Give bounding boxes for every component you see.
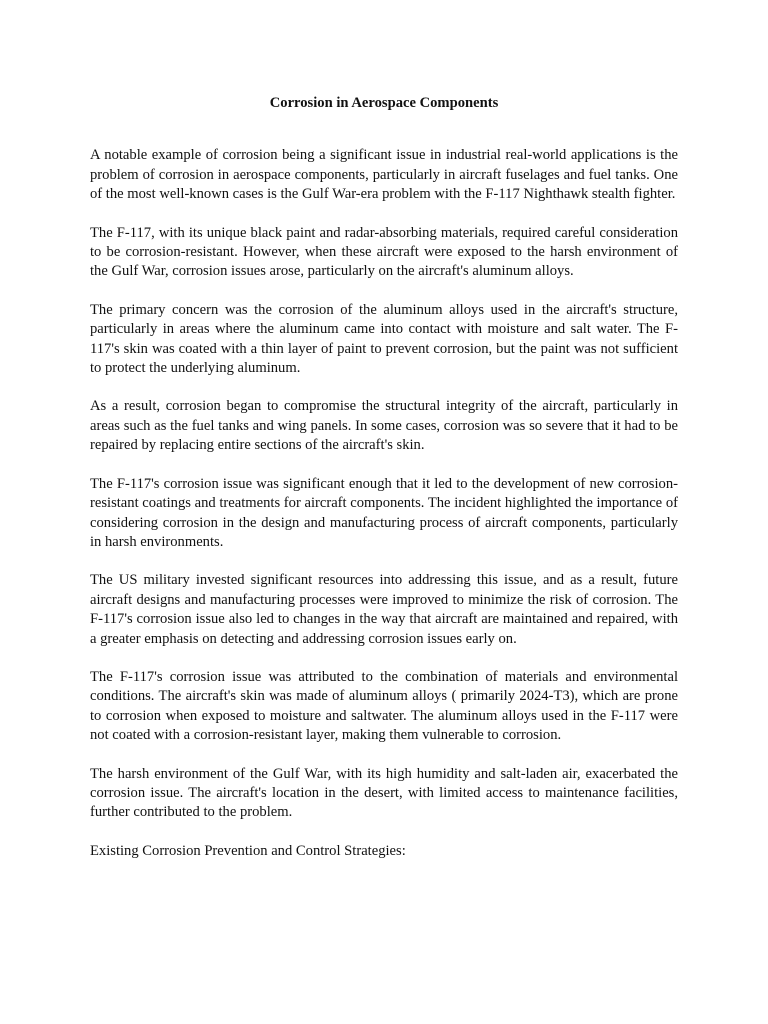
paragraph-8: The harsh environment of the Gulf War, with its high humidity and salt-laden air, exacerbated the corrosion issue. The aircraft's location in the desert, with limited access to maintenance facilities, further contributed to the problem. xyxy=(90,765,678,821)
document-page xyxy=(90,94,678,861)
paragraph-6: The US military invested significant resources into addressing this issue, and as a result, future aircraft designs and manufacturing processes were improved to minimize the risk of corrosion. The F-117's corrosion issue also led to changes in the way that aircraft are maintained and repaired, with a greater emphasis on detecting and addressing corrosion issues early on. xyxy=(90,572,678,647)
paragraph-2: The F-117, with its unique black paint and radar-absorbing materials, required careful consideration to be corrosion-resistant. However, when these aircraft were exposed to the harsh environment of the Gulf War, corrosion issues arose, particularly on the aircraft's aluminum alloys. xyxy=(90,224,678,280)
section-heading: Existing Corrosion Prevention and Control Strategies: xyxy=(90,842,406,859)
paragraph-4: As a result, corrosion began to compromise the structural integrity of the aircraft, particularly in areas such as the fuel tanks and wing panels. In some cases, corrosion was so severe that it had to be repaired by replacing entire sections of the aircraft's skin. xyxy=(90,398,678,454)
paragraph-5: The F-117's corrosion issue was significant enough that it led to the development of new corrosion-resistant coatings and treatments for aircraft components. The incident highlighted the importance of considering corrosion in the design and manufacturing process of aircraft components, particularly in harsh environments. xyxy=(90,475,678,550)
paragraph-3: The primary concern was the corrosion of the aluminum alloys used in the aircraft's structure, particularly in areas where the aluminum came into contact with moisture and salt water. The F-117's skin was coated with a thin layer of paint to prevent corrosion, but the paint was not sufficient to protect the underlying aluminum. xyxy=(90,301,678,377)
paragraph-1: A notable example of corrosion being a significant issue in industrial real-world applications is the problem of corrosion in aerospace components, particularly in aircraft fuselages and fuel tanks. One of the most well-known cases is the Gulf War-era problem with the F-117 Nighthawk stealth fighter. xyxy=(90,147,678,203)
document-title: Corrosion in Aerospace Components xyxy=(269,95,499,111)
paragraph-7: The F-117's corrosion issue was attributed to the combination of materials and environmental conditions. The aircraft's skin was made of aluminum alloys ( primarily 2024-T3), which are prone to corrosion when exposed to moisture and saltwater. The aluminum alloys used in the F-117 were not coated with a corrosion-resistant layer, making them vulnerable to corrosion. xyxy=(90,668,678,744)
